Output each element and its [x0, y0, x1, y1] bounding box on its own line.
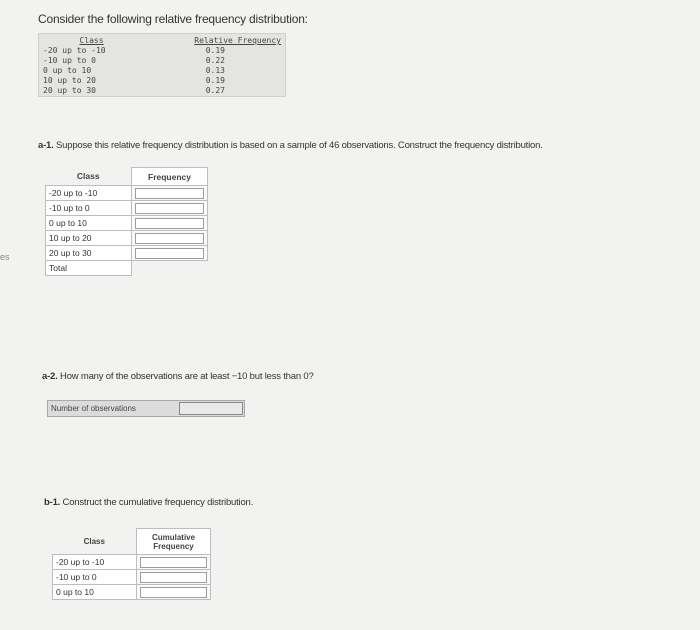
- total-blank: [132, 261, 208, 276]
- question-a2-label: a-2.: [42, 371, 58, 382]
- question-a2-text: How many of the observations are at least −10 but less than 0?: [60, 371, 314, 382]
- number-of-observations-input[interactable]: [179, 402, 243, 415]
- table-row: [46, 186, 208, 201]
- rf-class: 20 up to 30: [43, 86, 96, 95]
- intro-text: Consider the following relative frequency distribution:: [38, 12, 308, 26]
- table-row: [39, 66, 285, 76]
- class-cell: 0 up to 10: [46, 216, 132, 231]
- rf-col-class: Class: [79, 36, 104, 45]
- table-row: [39, 86, 285, 96]
- table-row: [46, 201, 208, 216]
- question-b1: [44, 497, 253, 508]
- frequency-input[interactable]: [132, 201, 208, 216]
- class-cell: -10 up to 0: [53, 570, 137, 585]
- frequency-input[interactable]: [132, 246, 208, 261]
- table-row: [46, 246, 208, 261]
- table-row: [53, 555, 211, 570]
- relative-frequency-table: [38, 33, 286, 97]
- rf-class: -20 up to -10: [43, 46, 106, 55]
- col-class-header: Class: [76, 171, 100, 182]
- table-row: [39, 46, 285, 56]
- rf-value: 0.13: [205, 66, 225, 75]
- table-row: [53, 570, 211, 585]
- cumulative-frequency-input[interactable]: [137, 570, 211, 585]
- table-row: [53, 585, 211, 600]
- rf-value: 0.27: [205, 86, 225, 95]
- class-cell: 10 up to 20: [46, 231, 132, 246]
- question-a1-label: a-1.: [38, 140, 54, 151]
- side-label: es: [0, 252, 10, 262]
- number-of-observations-row: [47, 400, 245, 417]
- rf-value: 0.19: [205, 76, 225, 85]
- table-row: [46, 261, 208, 276]
- total-cell: Total: [46, 261, 132, 276]
- class-cell: -20 up to -10: [53, 555, 137, 570]
- table-row: [46, 216, 208, 231]
- cumulative-frequency-table: [52, 528, 211, 600]
- class-cell: 0 up to 10: [53, 585, 137, 600]
- col-frequency-header: Frequency: [132, 168, 208, 186]
- frequency-input[interactable]: [132, 186, 208, 201]
- table-row: [39, 76, 285, 86]
- question-a2: [42, 371, 314, 382]
- class-cell: -20 up to -10: [46, 186, 132, 201]
- rf-value: 0.19: [205, 46, 225, 55]
- question-a1: [38, 140, 543, 151]
- rf-col-relative-frequency: Relative Frequency: [194, 36, 281, 45]
- question-a1-text: Suppose this relative frequency distribution is based on a sample of 46 observations. Construct the frequency distribution.: [56, 140, 543, 151]
- cum-col-class-header: Class: [83, 536, 105, 546]
- class-cell: -10 up to 0: [46, 201, 132, 216]
- frequency-input[interactable]: [132, 216, 208, 231]
- number-of-observations-label: Number of observations: [51, 404, 136, 413]
- table-row: [46, 231, 208, 246]
- cumulative-frequency-input[interactable]: [137, 555, 211, 570]
- col-cumulative-frequency-header: Cumulative Frequency: [137, 529, 211, 555]
- table-row: [39, 56, 285, 66]
- class-cell: 20 up to 30: [46, 246, 132, 261]
- frequency-input[interactable]: [132, 231, 208, 246]
- rf-class: 10 up to 20: [43, 76, 96, 85]
- rf-value: 0.22: [205, 56, 225, 65]
- cumulative-frequency-input[interactable]: [137, 585, 211, 600]
- question-b1-label: b-1.: [44, 497, 61, 508]
- frequency-table: [45, 167, 208, 276]
- rf-class: 0 up to 10: [43, 66, 92, 75]
- rf-class: -10 up to 0: [43, 56, 96, 65]
- question-b1-text: Construct the cumulative frequency distribution.: [62, 497, 254, 508]
